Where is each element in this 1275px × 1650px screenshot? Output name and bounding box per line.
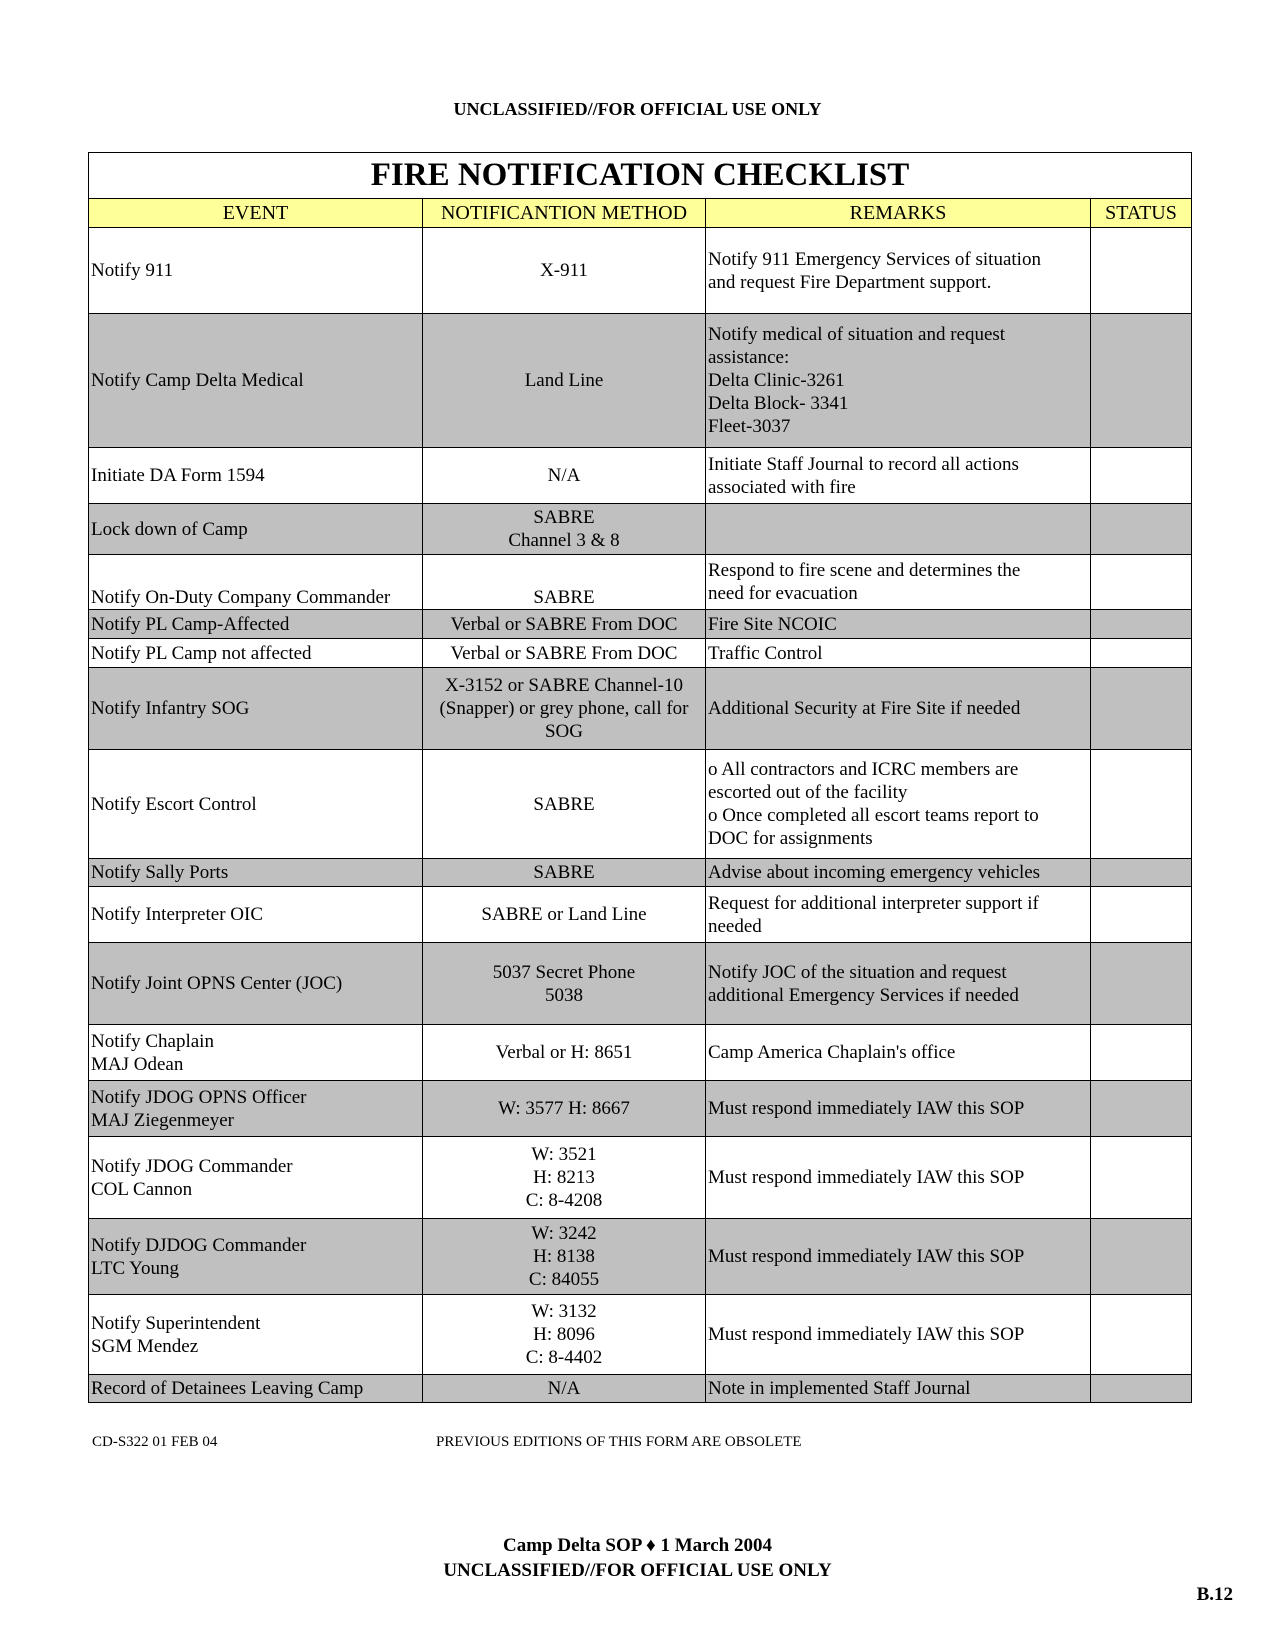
status-cell[interactable] — [1091, 943, 1192, 1025]
table-row — [89, 314, 1192, 448]
status-cell[interactable] — [1091, 610, 1192, 639]
method-cell: W: 3132 H: 8096 C: 8-4402 — [423, 1295, 706, 1375]
table-row — [89, 668, 1192, 750]
status-cell[interactable] — [1091, 504, 1192, 555]
event-cell: Initiate DA Form 1594 — [89, 448, 423, 504]
table-row — [89, 943, 1192, 1025]
method-cell: SABRE or Land Line — [423, 887, 706, 943]
status-cell[interactable] — [1091, 555, 1192, 610]
event-cell: Notify Superintendent SGM Mendez — [89, 1295, 423, 1375]
method-cell: N/A — [423, 1375, 706, 1403]
classification-footer: UNCLASSIFIED//FOR OFFICIAL USE ONLY — [443, 1560, 832, 1581]
remarks-cell: Note in implemented Staff Journal — [706, 1375, 1091, 1403]
method-cell: SABRE Channel 3 & 8 — [423, 504, 706, 555]
table-row — [89, 887, 1192, 943]
table-row — [89, 639, 1192, 668]
status-cell[interactable] — [1091, 1375, 1192, 1403]
event-cell: Notify Sally Ports — [89, 859, 423, 887]
status-cell[interactable] — [1091, 228, 1192, 314]
status-cell[interactable] — [1091, 639, 1192, 668]
status-cell[interactable] — [1091, 1081, 1192, 1137]
remarks-cell: Respond to fire scene and determines the need for evacuation — [706, 555, 1091, 610]
method-cell: SABRE — [423, 555, 706, 610]
remarks-cell: Must respond immediately IAW this SOP — [706, 1137, 1091, 1219]
status-cell[interactable] — [1091, 314, 1192, 448]
remarks-cell — [706, 504, 1091, 555]
status-cell[interactable] — [1091, 887, 1192, 943]
table-row — [89, 750, 1192, 859]
fire-notification-checklist-table — [88, 152, 1192, 1403]
table-row — [89, 859, 1192, 887]
table-row — [89, 610, 1192, 639]
remarks-cell: Must respond immediately IAW this SOP — [706, 1081, 1091, 1137]
method-cell: W: 3242 H: 8138 C: 84055 — [423, 1219, 706, 1295]
table-row — [89, 448, 1192, 504]
method-cell: 5037 Secret Phone 5038 — [423, 943, 706, 1025]
remarks-cell: Initiate Staff Journal to record all actions associated with fire — [706, 448, 1091, 504]
remarks-cell: o All contractors and ICRC members are escorted out of the facility o Once completed all escort teams report to DOC for assignments — [706, 750, 1091, 859]
table-row — [89, 1025, 1192, 1081]
status-cell[interactable] — [1091, 859, 1192, 887]
remarks-cell: Advise about incoming emergency vehicles — [706, 859, 1091, 887]
event-cell: Lock down of Camp — [89, 504, 423, 555]
remarks-cell: Notify JOC of the situation and request additional Emergency Services if needed — [706, 943, 1091, 1025]
method-cell: W: 3577 H: 8667 — [423, 1081, 706, 1137]
table-row — [89, 504, 1192, 555]
column-header-method: NOTIFICANTION METHOD — [423, 199, 706, 228]
remarks-cell: Notify 911 Emergency Services of situation and request Fire Department support. — [706, 228, 1091, 314]
table-row — [89, 228, 1192, 314]
method-cell: Land Line — [423, 314, 706, 448]
method-cell: X-911 — [423, 228, 706, 314]
event-cell: Notify Camp Delta Medical — [89, 314, 423, 448]
event-cell: Notify Escort Control — [89, 750, 423, 859]
event-cell: Notify DJDOG Commander LTC Young — [89, 1219, 423, 1295]
event-cell: Notify PL Camp not affected — [89, 639, 423, 668]
classification-header: UNCLASSIFIED//FOR OFFICIAL USE ONLY — [453, 99, 822, 119]
remarks-cell: Traffic Control — [706, 639, 1091, 668]
method-cell: Verbal or H: 8651 — [423, 1025, 706, 1081]
remarks-cell: Must respond immediately IAW this SOP — [706, 1295, 1091, 1375]
form-obsolete-note: PREVIOUS EDITIONS OF THIS FORM ARE OBSOLETE — [436, 1434, 802, 1450]
page-number: B.12 — [1196, 1584, 1233, 1605]
column-header-event: EVENT — [89, 199, 423, 228]
table-row — [89, 555, 1192, 610]
remarks-cell: Additional Security at Fire Site if needed — [706, 668, 1091, 750]
table-row — [89, 1137, 1192, 1219]
event-cell: Notify 911 — [89, 228, 423, 314]
status-cell[interactable] — [1091, 1295, 1192, 1375]
table-row — [89, 1219, 1192, 1295]
method-cell: SABRE — [423, 859, 706, 887]
status-cell[interactable] — [1091, 1025, 1192, 1081]
status-cell[interactable] — [1091, 1137, 1192, 1219]
remarks-cell: Fire Site NCOIC — [706, 610, 1091, 639]
status-cell[interactable] — [1091, 750, 1192, 859]
column-header-remarks: REMARKS — [706, 199, 1091, 228]
event-cell: Notify Joint OPNS Center (JOC) — [89, 943, 423, 1025]
event-cell: Notify On-Duty Company Commander — [89, 555, 423, 610]
column-header-status: STATUS — [1091, 199, 1192, 228]
remarks-cell: Camp America Chaplain's office — [706, 1025, 1091, 1081]
method-cell: SABRE — [423, 750, 706, 859]
status-cell[interactable] — [1091, 668, 1192, 750]
table-row — [89, 1375, 1192, 1403]
status-cell[interactable] — [1091, 448, 1192, 504]
event-cell: Notify Interpreter OIC — [89, 887, 423, 943]
event-cell: Notify Infantry SOG — [89, 668, 423, 750]
method-cell: Verbal or SABRE From DOC — [423, 639, 706, 668]
event-cell: Notify JDOG Commander COL Cannon — [89, 1137, 423, 1219]
method-cell: W: 3521 H: 8213 C: 8-4208 — [423, 1137, 706, 1219]
sop-footer: Camp Delta SOP ♦ 1 March 2004 — [503, 1535, 772, 1556]
remarks-cell: Notify medical of situation and request assistance: Delta Clinic-3261 Delta Block- 3341 Fleet-3037 — [706, 314, 1091, 448]
table-row — [89, 1295, 1192, 1375]
table-row — [89, 1081, 1192, 1137]
remarks-cell: Request for additional interpreter support if needed — [706, 887, 1091, 943]
form-id: CD-S322 01 FEB 04 — [92, 1434, 218, 1450]
status-cell[interactable] — [1091, 1219, 1192, 1295]
method-cell: N/A — [423, 448, 706, 504]
method-cell: X-3152 or SABRE Channel-10 (Snapper) or grey phone, call for SOG — [423, 668, 706, 750]
event-cell: Notify JDOG OPNS Officer MAJ Ziegenmeyer — [89, 1081, 423, 1137]
method-cell: Verbal or SABRE From DOC — [423, 610, 706, 639]
event-cell: Notify Chaplain MAJ Odean — [89, 1025, 423, 1081]
checklist-title: FIRE NOTIFICATION CHECKLIST — [89, 153, 1192, 199]
remarks-cell: Must respond immediately IAW this SOP — [706, 1219, 1091, 1295]
event-cell: Notify PL Camp-Affected — [89, 610, 423, 639]
event-cell: Record of Detainees Leaving Camp — [89, 1375, 423, 1403]
